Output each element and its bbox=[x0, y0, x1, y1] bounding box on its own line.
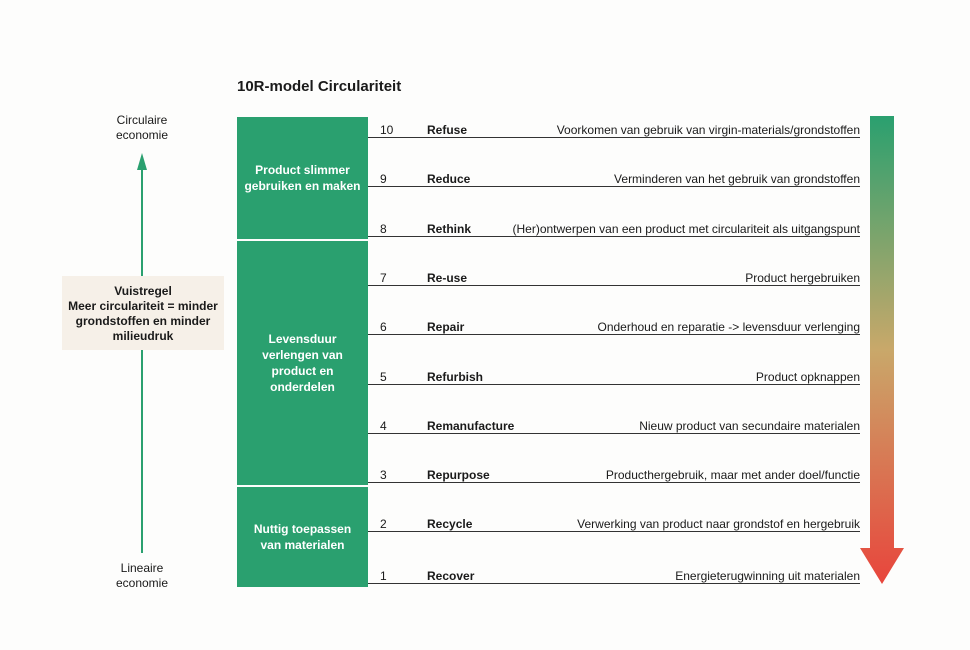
group-smarter-use: Product slimmer gebruiken en maken bbox=[237, 117, 368, 239]
list-item: 8 Rethink (Her)ontwerpen van een product met circulariteit als uitgangspunt bbox=[368, 216, 860, 237]
list-item: 9 Reduce Verminderen van het gebruik van grondstoffen bbox=[368, 166, 860, 187]
rule-heading: Vuistregel bbox=[114, 284, 172, 298]
group-useful-application: Nuttig toepassen van materialen bbox=[237, 487, 368, 587]
list-item: 5 Refurbish Product opknappen bbox=[368, 364, 860, 385]
diagram-title: 10R-model Circulariteit bbox=[237, 78, 402, 95]
list-item: 2 Recycle Verwerking van product naar grondstof en hergebruik bbox=[368, 511, 860, 532]
gradient-down-arrow bbox=[860, 112, 910, 592]
list-item: 6 Repair Onderhoud en reparatie -> levensduur verlenging bbox=[368, 314, 860, 335]
group-extend-lifespan: Levensduur verlengen van product en onderdelen bbox=[237, 241, 368, 485]
list-item: 4 Remanufacture Nieuw product van secundaire materialen bbox=[368, 413, 860, 434]
list-item: 1 Recover Energieterugwinning uit materialen bbox=[368, 563, 860, 584]
linear-economy-label: Lineaire economie bbox=[115, 561, 169, 590]
circular-economy-label: Circulaire economie bbox=[115, 113, 169, 142]
rule-of-thumb-box: Vuistregel Meer circulariteit = minder grondstoffen en minder milieudruk bbox=[62, 276, 224, 350]
list-item: 7 Re-use Product hergebruiken bbox=[368, 265, 860, 286]
list-item: 10 Refuse Voorkomen van gebruik van virgin-materials/grondstoffen bbox=[368, 117, 860, 138]
list-item: 3 Repurpose Producthergebruik, maar met ander doel/functie bbox=[368, 462, 860, 483]
